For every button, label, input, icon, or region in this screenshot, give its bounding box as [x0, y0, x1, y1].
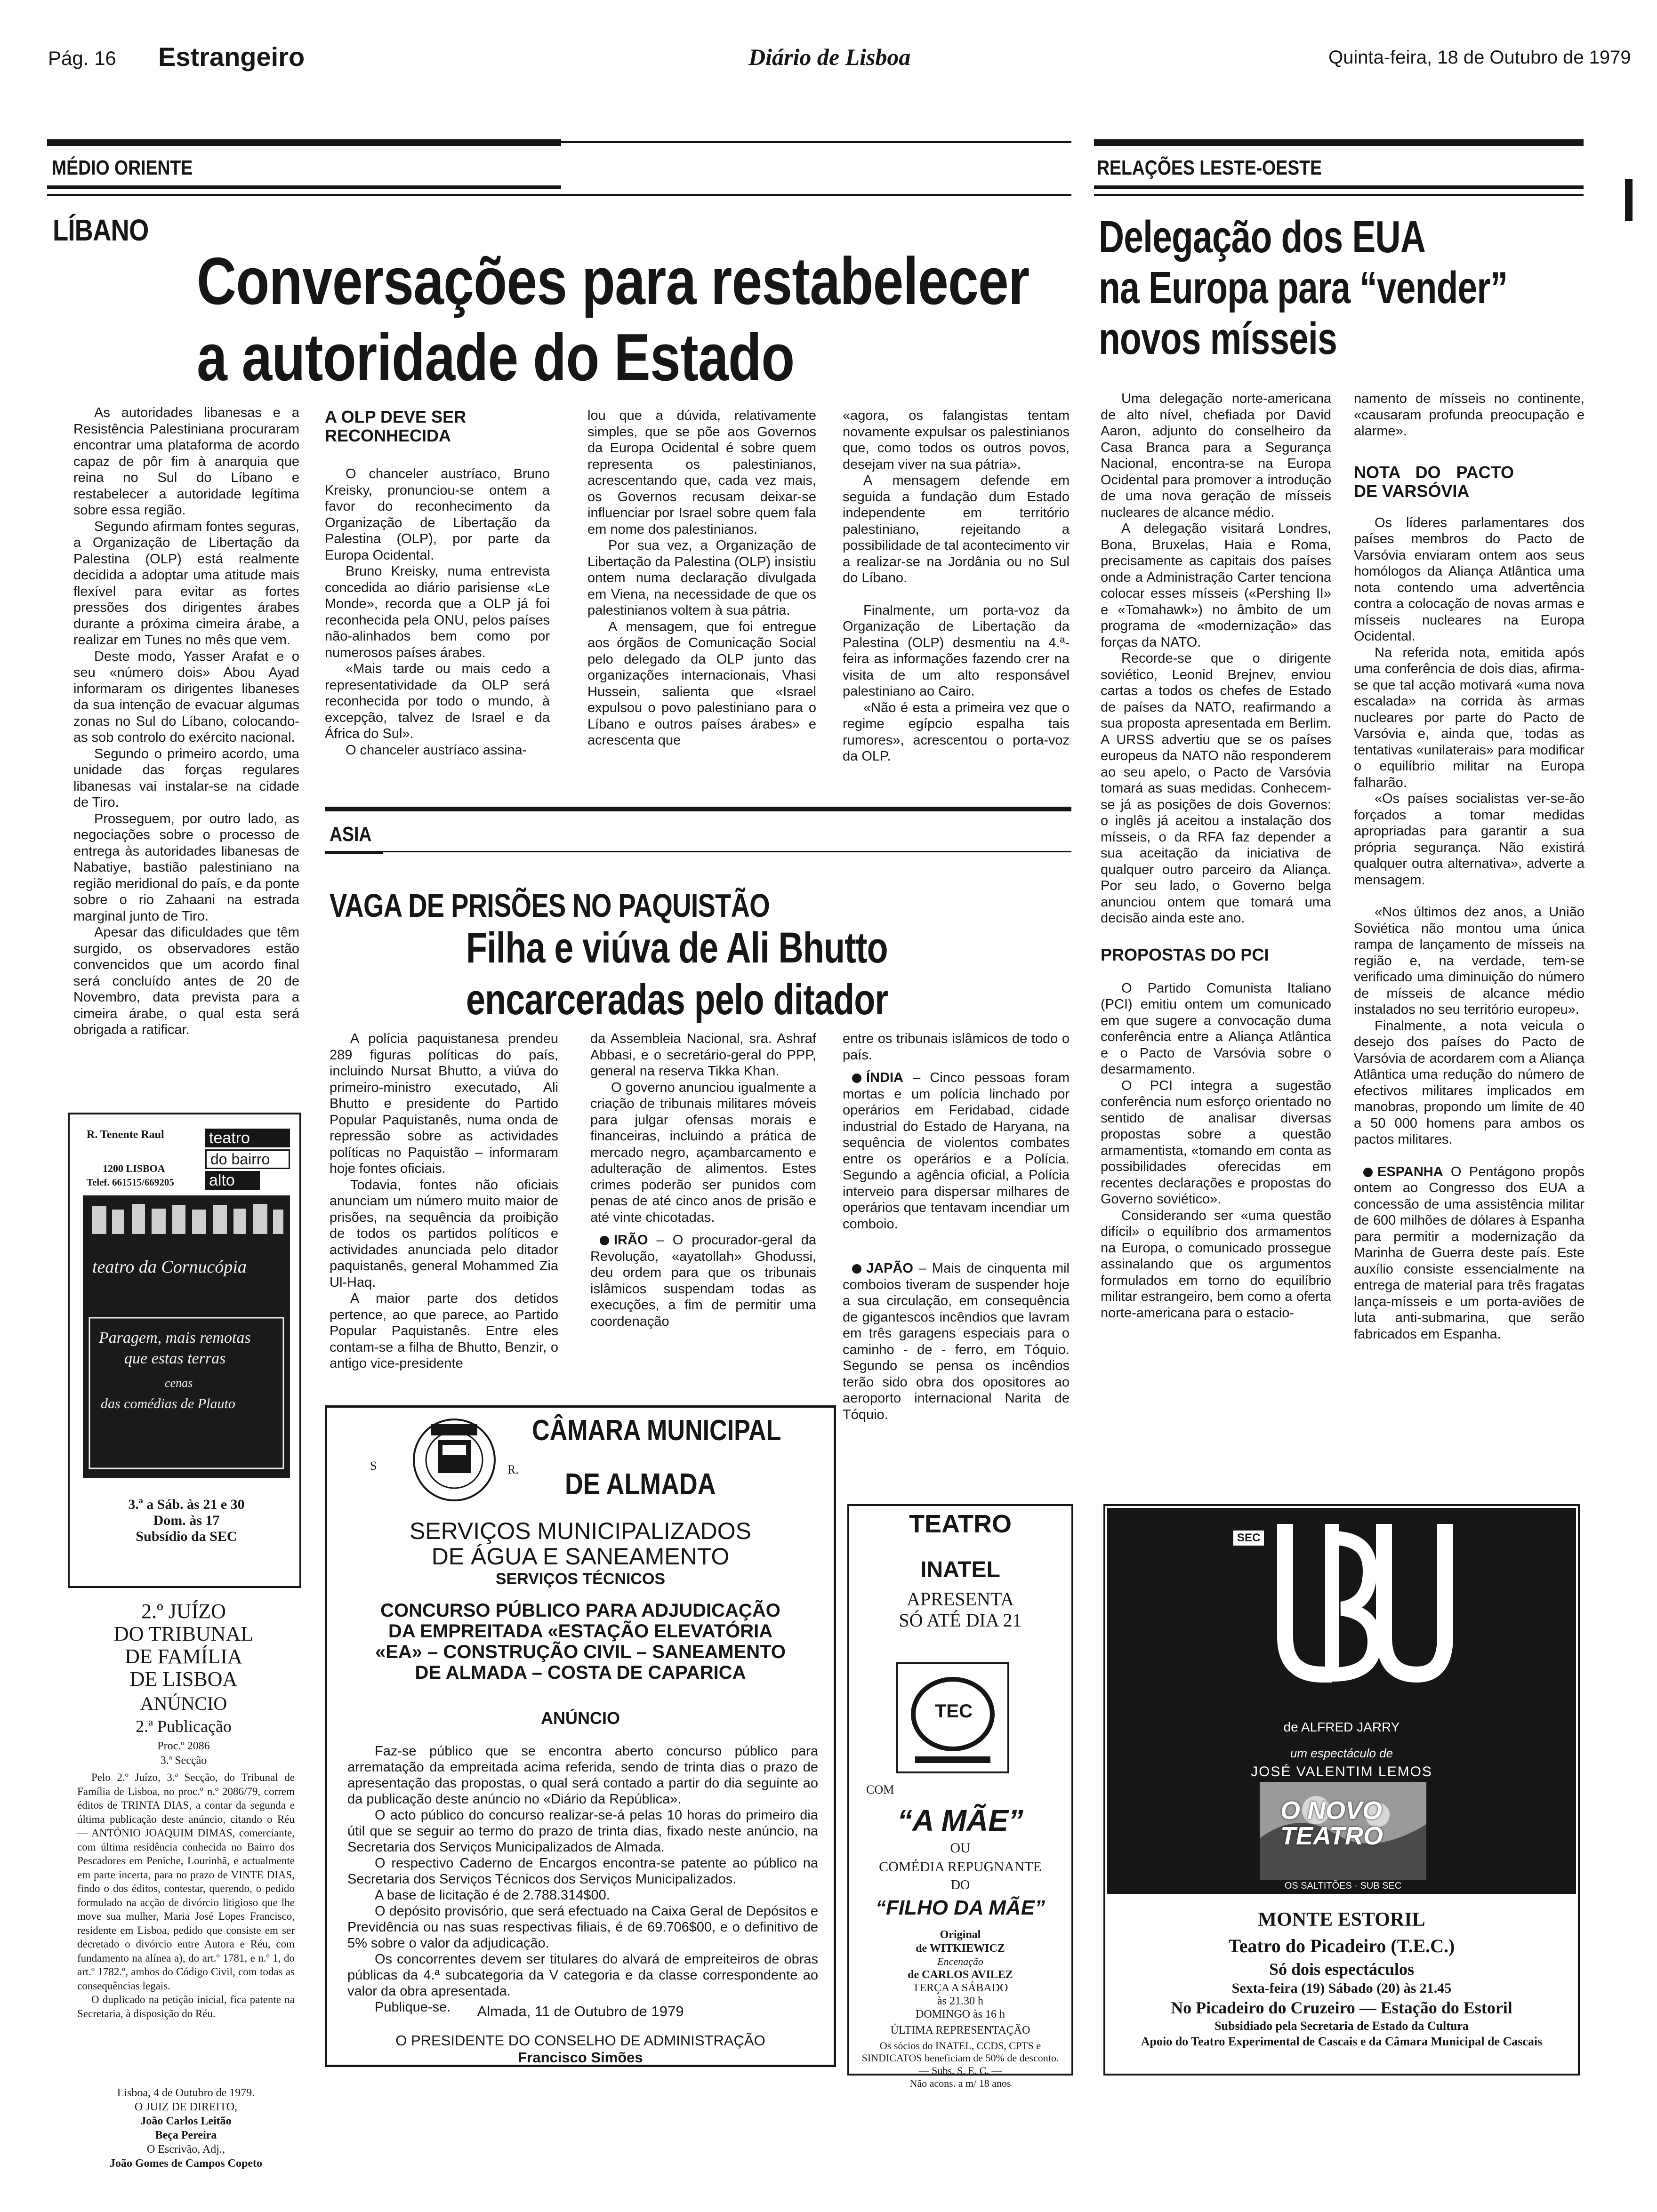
- headline: novos mísseis: [1099, 313, 1337, 364]
- ad-ubu-footer: [1107, 1906, 1576, 2049]
- article-column: [843, 1031, 1070, 1423]
- country-label: IRÃO: [614, 1233, 648, 1248]
- signature-line: O PRESIDENTE DO CONSELHO DE ADMINISTRAÇÃO: [395, 2032, 765, 2049]
- inatel-line: DOMINGO às 16 h: [916, 2008, 1005, 2020]
- rule: [325, 851, 383, 854]
- inatel-line: SÓ ATÉ DIA 21: [899, 1610, 1022, 1631]
- show-times: [83, 1497, 290, 1545]
- notice-line: DE FAMÍLIA: [125, 1645, 242, 1668]
- inatel-line: OU: [950, 1840, 971, 1856]
- ad-signature: [330, 2003, 831, 2066]
- rule: [1094, 139, 1584, 146]
- paragraph: Por sua vez, a Organização de Libertação da Palestina (OLP) insistiu ontem numa declaração divulgada em Viena, na necessidade de que os palestinianos voltem à sua pátria.: [587, 538, 816, 618]
- paragraph: O acto público do concurso realizar-se-á pelas 10 horas do primeiro dia útil que se seguir ao termo do prazo de trinta dias, fixado neste anúncio, na Secretaria dos Serviços Municipalizados de Almada.: [347, 1808, 818, 1855]
- section-name: Estrangeiro: [158, 42, 305, 72]
- bullet-icon: [852, 1074, 861, 1083]
- paragraph: Os concorrentes devem ser titulares do alvará de empreiteiros de obras públicas da 4.ª subcategoria da V categoria e da classe correspondente ao valor da obra apresentada.: [347, 1952, 818, 1999]
- ad-title: DE ALMADA: [565, 1467, 716, 1501]
- paragraph: O PCI integra a sugestão conferência num esforço orientado no sentido de analisar diversas propostas sobre a questão armamentista, «tomando em conta as possibilidades oferecidas em recentes declarações e propostas do Governo soviético».: [1101, 1078, 1331, 1207]
- concurso-line: «EA» – CONSTRUÇÃO CIVIL – SANEAMENTO: [375, 1642, 786, 1662]
- signature-line: Beça Pereira: [155, 2129, 217, 2141]
- paragraph: A maior parte dos detidos pertence, ao que parece, ao Partido Popular Paquistanês. Entre eles contam-se a filha de Bhutto, Benzir, o antigo vice-presidente: [330, 1291, 558, 1371]
- paragraph: Os líderes parlamentares dos países membros do Pacto de Varsóvia enviaram ontem aos seus homólogos da Aliança Atlântica uma nota contendo uma advertência contra a colocação de novas armas e mísseis nucleares na Europa Ocidental.: [1354, 515, 1585, 644]
- inatel-line: COM: [866, 1783, 894, 1796]
- subheading: A OLP DEVE SER RECONHECIDA: [325, 407, 467, 445]
- rule: [1625, 179, 1633, 221]
- paragraph: [590, 1232, 816, 1330]
- inatel-line: Não acons. a m/ 18 anos: [909, 2077, 1011, 2089]
- headline: Conversações para restabelecer: [197, 244, 1030, 319]
- paragraph: namento de mísseis no continente, «causaram profunda preocupação e alarme».: [1354, 391, 1585, 439]
- article-column: [73, 405, 299, 1038]
- paragraph: «agora, os falangistas tentam novamente expulsar os palestinianos que, como todos os outros povos, desejam viver na sua pátria».: [843, 408, 1070, 472]
- notice-line: ANÚNCIO: [140, 1693, 227, 1714]
- paragraph: O duplicado na petição inicial, fica patente na Secretaria, à disposição do Réu.: [77, 1994, 295, 2020]
- rule: [325, 807, 1071, 811]
- ubu-line: No Picadeiro do Cruzeiro — Estação do Estoril: [1171, 1998, 1512, 2017]
- ubu-line: Apoio do Teatro Experimental de Cascais e da Câmara Municipal de Cascais: [1141, 2035, 1543, 2048]
- ad-inatel-header: [847, 1509, 1073, 1631]
- paragraph: A base de licitação é de 2.788.314$00.: [375, 1888, 610, 1903]
- paragraph: Deste modo, Yasser Arafat e o seu «número dois» Abou Ayad informaram os dirigentes libaneses da sua intenção de evacuar algumas zonas no Sul do Líbano, colocando-as sob controlo do exército nacional.: [73, 649, 299, 745]
- paragraph: [843, 1070, 1070, 1232]
- paragraph: Apesar das dificuldades que têm surgido, os observadores estão convencidos que um acordo final será concluído antes de 20 de Novembro, data prevista para a cimeira árabe, o qual esta será obrigada a ratificar.: [73, 925, 299, 1037]
- article-column: [587, 408, 816, 749]
- rule: [383, 851, 1071, 852]
- paragraph: O chanceler austríaco assina-: [346, 742, 527, 758]
- paragraph: Todavia, fontes não oficiais anunciam um número muito maior de prisões, na sequência da proibição de todos os partidos políticos e actividades anunciada pelo ditador paquistanês, general Mohammed Zia Ul-Haq.: [330, 1177, 558, 1290]
- novo-teatro-brand: O NOVO TEATRO: [1280, 1796, 1383, 1850]
- signature-line: João Carlos Leitão: [140, 2115, 232, 2127]
- section-label: MÉDIO ORIENTE: [52, 156, 193, 179]
- page-number: Pág. 16: [48, 47, 116, 69]
- times-line: Subsídio da SEC: [136, 1529, 237, 1544]
- court-notice-body: [77, 1771, 295, 2020]
- notice-line: 2.º JUÍZO: [141, 1600, 226, 1623]
- section-label: RELAÇÕES LESTE-OESTE: [1097, 156, 1322, 179]
- times-line: 3.ª a Sáb. às 21 e 30: [128, 1497, 245, 1512]
- headline: Filha e viúva de Ali Bhutto: [466, 924, 888, 972]
- article-column: [330, 1031, 558, 1372]
- paragraph: A polícia paquistanesa prendeu 289 figuras políticas do país, incluindo Nursat Bhutto, a viúva do primeiro-ministro executado, Ali Bhutto e presidente do Partido Popular Paquistanês, numa onda de repressão sobre as actividades políticas no Paquistão – informaram hoje fontes oficiais.: [330, 1031, 558, 1176]
- company-name: teatro da Cornucópia: [92, 1257, 247, 1277]
- paragraph: Pelo 2.º Juízo, 3.ª Secção, do Tribunal de Família de Lisboa, no proc.º n.º 2086/79, correm éditos de TRINTA DIAS, a contar da segunda e última publicação deste anúncio, citando o Réu — ANTÓNIO JOAQUIM DIMAS, comerciante, com última residência conhecida no Bairro dos Pescadores em Peniche, Lourinhã, e actualmente em parte incerta, para no prazo de VINTE DIAS, findo o dos éditos, contestar, querendo, o pedido formulado na acção de divórcio litigioso que lhe move sua mulher, Maria José Lopes Francisco, residente em Lisboa, pedido que consiste em ser decretado o divórcio entre Autora e Réu, com fundamento na alínea a), do art.º 1781, e n.º 1, do art.º 1782.º, ambos do Código Civil, com todas as consequências legais.: [77, 1771, 295, 1992]
- headline: Delegação dos EUA: [1099, 212, 1426, 262]
- paragraph: «Mais tarde ou mais cedo a representatividade da OLP será reconhecida por todo o mundo, à excepção, talvez de Israel e da África do Sul».: [325, 661, 550, 741]
- bullet-icon: [600, 1236, 609, 1245]
- ad-letter: S: [370, 1459, 377, 1473]
- signature-line: O Escrivão, Adj.,: [147, 2143, 225, 2156]
- ad-inatel-show: [847, 1803, 1073, 2090]
- inatel-line: DO: [950, 1878, 970, 1892]
- ubu-line: Sexta-feira (19) Sábado (20) às 21.45: [1231, 1980, 1452, 1996]
- times-line: Dom. às 17: [153, 1513, 220, 1528]
- ubu-line: Só dois espectáculos: [1269, 1960, 1415, 1979]
- sec-stamp: SEC: [1233, 1531, 1264, 1546]
- paragraph: O depósito provisório, que será efectuado na Caixa Geral de Depósitos e Previdência ou nas suas respectivas filiais, é de 69.706$00, e o definitivo de 5% sobre o valor da adjudicação.: [347, 1904, 818, 1951]
- subheading: PROPOSTAS DO PCI: [1101, 945, 1269, 964]
- paragraph: «Não é esta a primeira vez que o regime egípcio espalha tais rumores», acrescentou o porta-voz da OLP.: [843, 700, 1070, 764]
- paragraph: Prosseguem, por outro lado, as negociações sobre o processo de entrega às autoridades libanesas de Nabatiye, bastião palestiniano na região meridional do país, e da ponte sobre o rio Zahaani na estrada marginal junto de Tiro.: [73, 811, 299, 924]
- signature-line: Francisco Simões: [518, 2049, 643, 2066]
- kicker: VAGA DE PRISÕES NO PAQUISTÃO: [330, 887, 770, 924]
- paragraph: da Assembleia Nacional, sra. Ashraf Abbasi, e o secretário-geral do PPP, general na reserva Tikka Khan.: [590, 1031, 816, 1079]
- rule: [47, 194, 1071, 196]
- theatre-logo: [205, 1129, 290, 1190]
- country-label: JAPÃO: [866, 1261, 913, 1276]
- ubu-logo-icon: [1266, 1519, 1455, 1700]
- inatel-line: Os sócios do INATEL, CCDS, CPTS e SINDICATOS beneficiam de 50% de desconto.: [861, 2040, 1059, 2064]
- paragraph: Uma delegação norte-americana de alto nível, chefiada por David Aaron, adjunto do conselheiro da Casa Branca para a Segurança Nacional, encontra-se na Europa Ocidental para promover a introdução de uma nova geração de mísseis nucleares de alcance médio.: [1101, 391, 1331, 520]
- show-title: “A MÃE”: [897, 1803, 1023, 1837]
- ubu-author: de ALFRED JARRY: [1283, 1720, 1400, 1734]
- country-label: ÍNDIA: [866, 1070, 903, 1085]
- paragraph: A mensagem defende em seguida a fundação dum Estado independente em território palestiniano, rejeitando a possibilidade de tal acontecimento vir a realizar-se na Jordânia ou no Sul do Líbano.: [843, 473, 1070, 585]
- paragraph: Bruno Kreisky, numa entrevista concedida ao diário parisiense «Le Monde», recorda que a OLP já foi reconhecida pela ONU, pelos países não-alinhados bem como por numerosos países árabes.: [325, 564, 550, 660]
- inatel-line: de CARLOS AVILEZ: [908, 1969, 1013, 1981]
- services-line: DE ÁGUA E SANEAMENTO: [431, 1543, 730, 1570]
- inatel-line: — Subs. S. E. C. —: [918, 2065, 1002, 2076]
- paragraph: O Partido Comunista Italiano (PCI) emitiu ontem um comunicado em que sugere a convocação duma conferência entre a Aliança Atlântica e o Pacto de Varsóvia sobre o desarmamento.: [1101, 980, 1331, 1077]
- paragraph: O governo anunciou igualmente a criação de tribunais militares móveis para julgar ofensas morais e financeiras, incluindo a prática de mercado negro, açambarcamento e adulteração de alimentos. Estes crimes poderão ser punidos com penas de até cinco anos de prisão e até vinte chicotadas.: [590, 1080, 816, 1225]
- services-line: SERVIÇOS TÉCNICOS: [495, 1570, 666, 1588]
- masthead: Diário de Lisboa: [748, 44, 911, 70]
- article-column: [1101, 391, 1331, 1321]
- concurso-line: DE ALMADA – COSTA DE CAPARICA: [415, 1662, 746, 1683]
- court-notice-header: [71, 1600, 297, 1768]
- paragraph: O respectivo Caderno de Encargos encontra-se patente ao público na Secretaria dos Serviços Técnicos dos Serviços Municipalizados.: [347, 1856, 818, 1887]
- paragraph: entre os tribunais islâmicos de todo o país.: [843, 1031, 1070, 1063]
- municipal-seal-icon: [412, 1413, 496, 1507]
- paragraph: O chanceler austríaco, Bruno Kreisky, pronunciou-se ontem a favor do reconhecimento da Organização de Libertação da Palestina (OLP), por parte da Europa Ocidental.: [325, 466, 550, 563]
- ad-letter: R.: [507, 1463, 519, 1476]
- rule: [561, 141, 1071, 143]
- show-title: “FILHO DA MÃE”: [875, 1896, 1046, 1919]
- inatel-line: ÚLTIMA REPRESENTAÇÃO: [890, 2024, 1030, 2036]
- logo-word: do bairro: [205, 1149, 290, 1169]
- paragraph-text: O Pentágono propôs ontem ao Congresso dos EUA a concessão de uma assistência militar de 600 milhões de dólares à Espanha para permitir a modernização da Marinha de Guerra deste país. Este auxílio consiste essencialmente na entrega de material para três fragatas lança-mísseis e um porta-aviões de luta anti-submarina, que serão fabricados em Espanha.: [1354, 1164, 1585, 1342]
- paragraph-text: – Mais de cinquenta mil comboios tiveram de suspender hoje a sua circulação, em consequência de gigantescos incêndios que lavram em três garagens especiais para o caminho - de - ferro, em Tóquio. Segundo se pensa os incêndios terão sido obra dos opositores ao aeroporto internacional Narita de Tóquio.: [843, 1261, 1070, 1422]
- notice-line: 3.ª Secção: [160, 1755, 207, 1767]
- ad-services: [330, 1518, 831, 1589]
- inatel-line: às 21.30 h: [937, 1995, 983, 2007]
- paragraph: Segundo o primeiro acordo, uma unidade das forças regulares libanesas vai instalar-se na cidade de Tiro.: [73, 746, 299, 810]
- subheading: NOTA DO PACTO DE VARSÓVIA: [1354, 462, 1514, 501]
- signature-line: João Gomes de Campos Copeto: [110, 2157, 262, 2170]
- paragraph: A mensagem, que foi entregue aos órgãos de Comunicação Social pelo delegado da OLP junto das organizações internacionais, Vhasi Hussein, salienta que «Israel expulsou o povo palestiniano para o Líbano e outros países árabes» e acrescenta que: [587, 619, 816, 748]
- concurso-line: CONCURSO PÚBLICO PARA ADJUDICAÇÃO: [380, 1600, 780, 1621]
- inatel-line: COMÉDIA REPUGNANTE: [879, 1859, 1042, 1875]
- show-line: que estas terras: [124, 1350, 226, 1367]
- show-line: Paragem, mais remotas: [99, 1329, 251, 1346]
- ad-title: CÂMARA MUNICIPAL: [532, 1414, 781, 1447]
- kicker: LÍBANO: [53, 213, 149, 247]
- article-column: [590, 1031, 816, 1330]
- logo-word: alto: [205, 1171, 260, 1190]
- inatel-line: TERÇA A SÁBADO: [912, 1982, 1008, 1994]
- inatel-line: de WITKIEWICZ: [916, 1942, 1005, 1955]
- rule: [1094, 185, 1584, 189]
- concurso-line: DA EMPREITADA «ESTAÇÃO ELEVATÓRIA: [388, 1621, 773, 1642]
- paragraph: Publique-se.: [375, 2000, 451, 2015]
- signature-line: O JUIZ DE DIREITO,: [134, 2101, 238, 2113]
- paragraph: A delegação visitará Londres, Bona, Bruxelas, Haia e Roma, precisamente as capitais dos países onde a Administração Carter tenciona colocar esses mísseis («Pershing II» e «Tomahawk») no âmbito de um programa de «modernização» das forças da NATO.: [1101, 521, 1331, 650]
- ubu-by: um espectáculo de: [1290, 1746, 1393, 1760]
- ad-announcement-title: ANÚNCIO: [541, 1708, 620, 1728]
- ad-body: [347, 1743, 818, 2015]
- issue-date: Quinta-feira, 18 de Outubro de 1979: [1328, 47, 1631, 68]
- notice-line: DO TRIBUNAL: [113, 1622, 254, 1645]
- paragraph: Finalmente, a nota veicula o desejo dos países do Pacto de Varsóvia de acordarem com a Aliança Atlântica uma redução do número de efectivos militares implicados em manobras, propondo um limite de 40 a 50 000 homens para ambos os pactos militares.: [1354, 1018, 1585, 1147]
- ubu-logo-text: UBU: [1129, 1619, 1158, 1633]
- inatel-line: APRESENTA: [907, 1588, 1014, 1610]
- logo-word: teatro: [205, 1129, 290, 1147]
- notice-line: Proc.º 2086: [157, 1740, 210, 1752]
- country-label: ESPANHA: [1377, 1164, 1443, 1179]
- headline: na Europa para “vender”: [1099, 263, 1508, 313]
- article-column: [1354, 391, 1585, 1342]
- rule: [47, 139, 561, 146]
- bullet-icon: [1363, 1168, 1373, 1177]
- ubu-director: JOSÉ VALENTIM LEMOS: [1251, 1764, 1432, 1779]
- paragraph: «Os países socialistas ver-se-ão forçados a tomar medidas apropriadas para garantir a sua própria segurança. Não existirá qualquer outra alternativa», adverte a mensagem.: [1354, 791, 1585, 888]
- section-label: ASIA: [330, 823, 372, 846]
- article-column: [325, 466, 550, 758]
- show-line: cenas: [165, 1376, 193, 1390]
- tec-logo-text: TEC: [935, 1701, 973, 1722]
- inatel-line: Original: [940, 1929, 981, 1941]
- ad-concurso: [330, 1600, 831, 1683]
- bullet-icon: [852, 1264, 861, 1274]
- rule: [47, 185, 561, 189]
- headline: encarceradas pelo ditador: [466, 976, 888, 1024]
- inatel-line: Encenação: [937, 1956, 983, 1967]
- rule: [1094, 194, 1584, 196]
- notice-line: DE LISBOA: [129, 1667, 238, 1691]
- signature-line: Almada, 11 de Outubro de 1979: [477, 2003, 684, 2020]
- paragraph: lou que a dúvida, relativamente simples, que se põe aos Governos da Europa Ocidental é sobre quem representa os palestinianos, acrescentando que, cada vez mais, os Governos recusam deixar-se influenciar por Israel sobre quem fala em nome dos palestinianos.: [587, 408, 816, 537]
- ubu-credits: OS SALTITÕES · SUB SEC: [1284, 1881, 1402, 1891]
- paragraph-text: – O procurador-geral da Revolução, «ayatollah» Ghodussi, deu ordem para que os tribunais islâmicos suspendam todas as execuções, a fim de permitir uma coordenação: [590, 1233, 816, 1329]
- article-column: [843, 408, 1070, 765]
- paragraph-text: – Cinco pessoas foram mortas e um polícia linchado por operários em Feridabad, cidade industrial do Estado de Haryana, na sequência de violentos combates entre os operários e a Polícia. Segundo a agência oficial, a Polícia interveio para dispersar milhares de operários que tentavam incendiar um comboio.: [843, 1070, 1070, 1232]
- ubu-line: Subsidiado pela Secretaria de Estado da Cultura: [1215, 2019, 1469, 2033]
- show-line: das comédias de Plauto: [101, 1396, 235, 1411]
- ubu-title: MONTE ESTORIL: [1258, 1909, 1425, 1931]
- headline: a autoridade do Estado: [197, 320, 795, 395]
- ad-phone: Telef. 661515/669205: [87, 1177, 174, 1188]
- paragraph: Segundo afirmam fontes seguras, a Organização de Libertação da Palestina (OLP) está realmente decidida a adoptar uma atitude mais flexível para evitar as fortes pressões dos dirigentes árabes durante a próxima cimeira árabe, a realizar em Tunes no mês que vem.: [73, 519, 299, 648]
- paragraph: Faz-se público que se encontra aberto concurso público para arrematação da empreitada acima referida, sendo de trinta dias o prazo de apresentação das propostas, o qual será contado a partir do dia seguinte ao da publicação deste anúncio no «Diário da República».: [347, 1744, 818, 1807]
- notice-line: 2.ª Publicação: [136, 1717, 232, 1736]
- inatel-line: TEATRO: [909, 1510, 1012, 1538]
- ad-city: 1200 LISBOA: [103, 1162, 165, 1174]
- ubu-venue: Teatro do Picadeiro (T.E.C.): [1228, 1935, 1455, 1956]
- paragraph: Finalmente, um porta-voz da Organização de Libertação da Palestina (OLP) desmentiu na 4.ª-feira as informações fazendo crer na visita de um alto responsável palestiniano ao Cairo.: [843, 602, 1070, 699]
- signature-line: Lisboa, 4 de Outubro de 1979.: [117, 2087, 255, 2099]
- paragraph: Considerando ser «uma questão difícil» o equilíbrio dos armamentos na Europa, o comunicado prossegue assinalando que os argumentos formulados em torno do equilíbrio militar estrangeiro, bem como a oferta norte-americana para o estacio-: [1101, 1208, 1331, 1321]
- court-notice-signature: [77, 2086, 295, 2171]
- inatel-line: INATEL: [920, 1557, 1000, 1582]
- services-line: SERVIÇOS MUNICIPALIZADOS: [409, 1518, 752, 1544]
- ad-address: R. Tenente Raul: [87, 1129, 164, 1141]
- paragraph: Na referida nota, emitida após uma conferência de dois dias, afirma-se que tal acção motivará «uma nova escalada» na corrida às armas nucleares por parte do Pacto de Varsóvia e, ainda que, todas as tentativas «unilaterais» para modificar o equilíbrio militar na Europa falharão.: [1354, 645, 1585, 790]
- paragraph: «Nos últimos dez anos, a União Soviética não montou uma única rampa de lançamento de mísseis na região e, na verdade, tem-se verificado uma diminuição do número de mísseis de alcance médio instalados no seu território europeu».: [1354, 905, 1585, 1017]
- paragraph: As autoridades libanesas e a Resistência Palestiniana procuraram encontrar uma plataforma de acordo capaz de pôr fim à anarquia que reina no Sul do Líbano e restabelecer a autoridade legítima sobre essa região.: [73, 405, 299, 518]
- paragraph: [843, 1260, 1070, 1423]
- paragraph: [1354, 1164, 1585, 1343]
- paragraph: Recorde-se que o dirigente soviético, Leonid Brejnev, enviou cartas a todos os chefes de Estado de países da NATO, reafirmando a sua proposta apresentada em Berlim. A URSS advertiu que se os países europeus da NATO não responderem ao seu apelo, o Pacto de Varsóvia tomará as suas medidas. Conhecem-se já as posições de dois Governos: o inglês já aceitou a instalação dos mísseis, o da RFA faz depender a sua aceitação da iniciativa de qualquer outro parceiro da Aliança. Por seu lado, o Governo belga anunciou ontem que tomará uma decisão ainda este ano.: [1101, 651, 1331, 926]
